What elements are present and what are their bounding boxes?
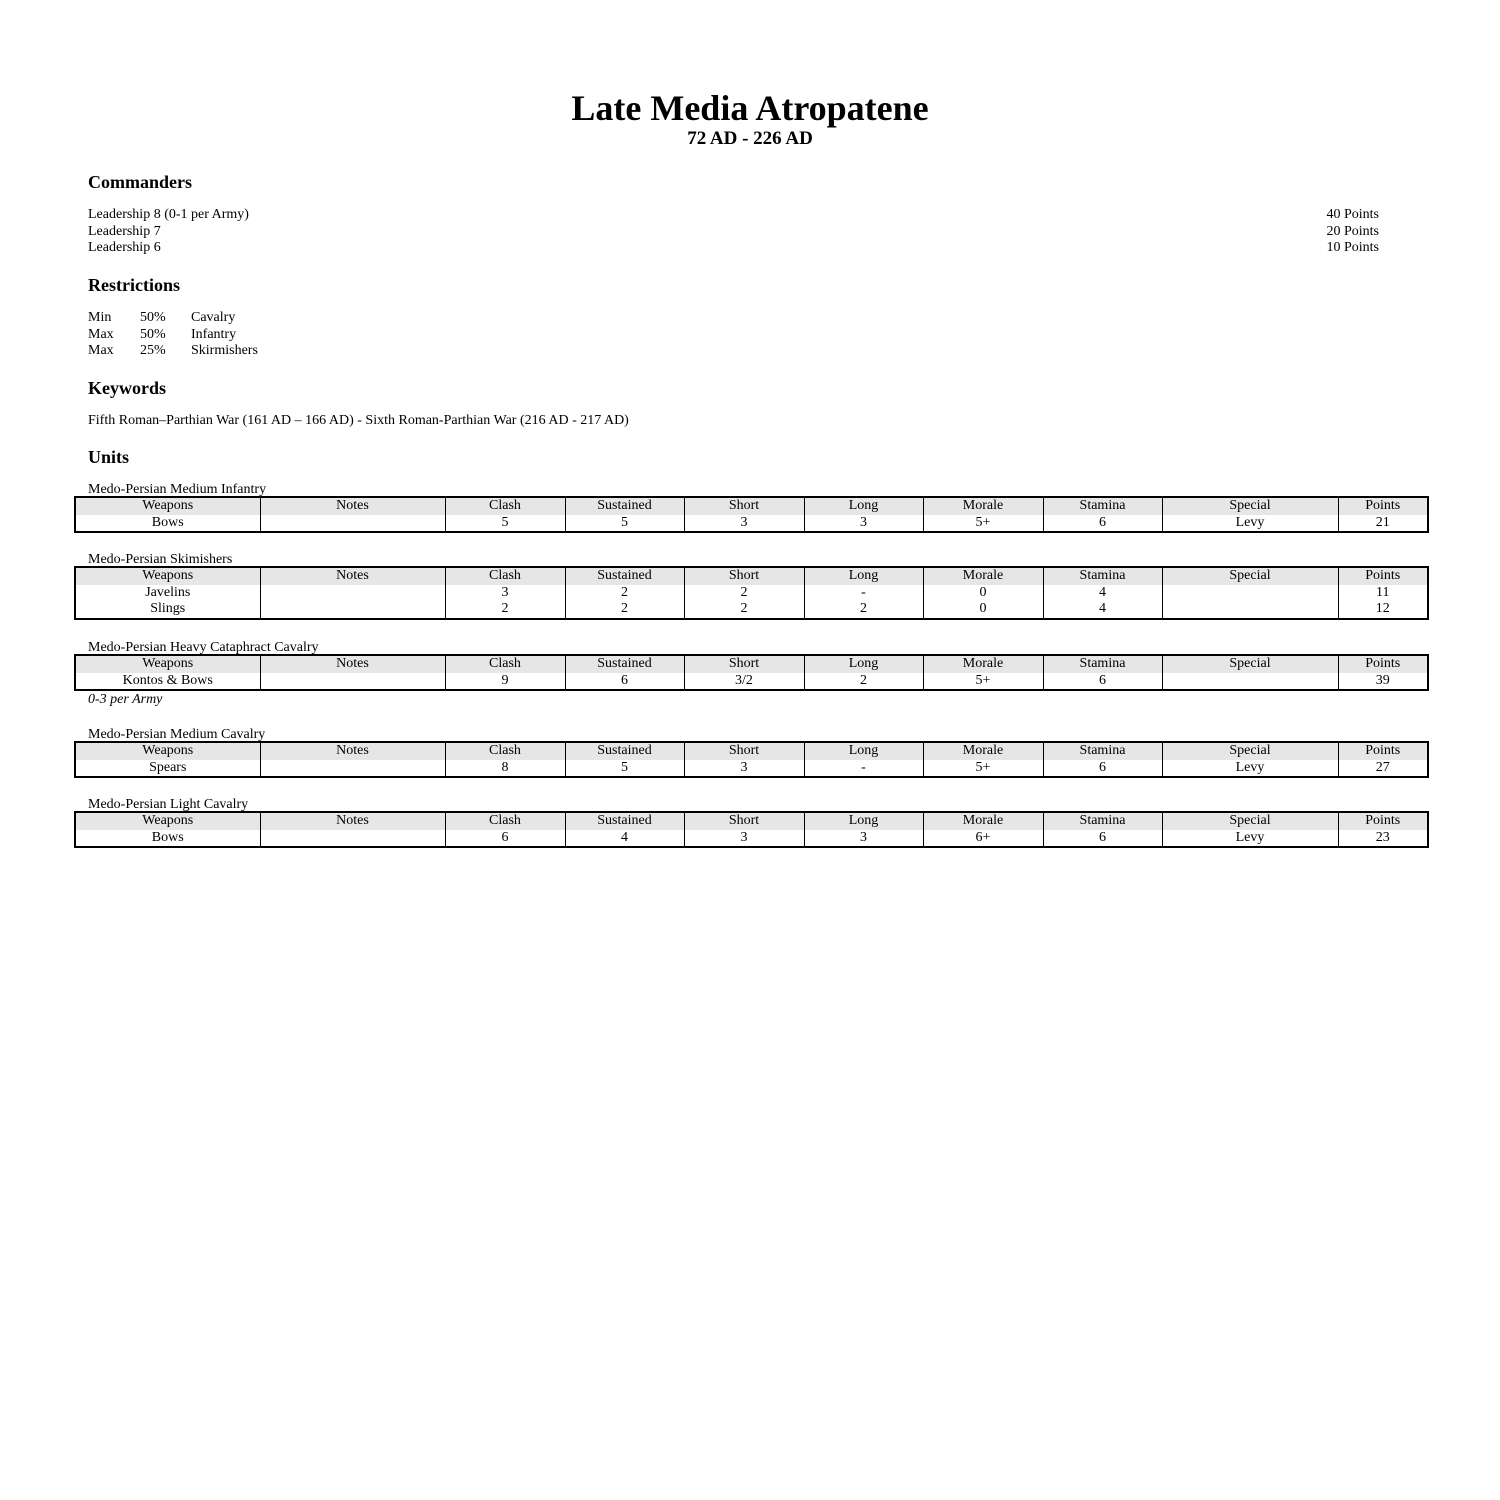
cell-points: 39 [1338, 673, 1428, 691]
cell-sustained: 4 [565, 830, 684, 848]
commander-label: Leadership 7 [88, 223, 161, 239]
table-header-row [75, 497, 1428, 515]
restriction-row [88, 310, 258, 327]
cell-clash: 9 [445, 673, 565, 691]
unit-name: Medo-Persian Light Cavalry [88, 797, 249, 812]
col-weapons: Weapons [75, 742, 260, 760]
cell-sustained: 2 [565, 601, 684, 619]
cell-special [1162, 673, 1338, 691]
cell-short: 3 [684, 515, 804, 533]
col-weapons: Weapons [75, 812, 260, 830]
col-long: Long [804, 567, 923, 585]
col-long: Long [804, 497, 923, 515]
commander-label: Leadership 8 (0-1 per Army) [88, 207, 249, 222]
cell-sustained: 2 [565, 585, 684, 602]
restriction-row [88, 327, 258, 344]
restriction-type: Cavalry [191, 310, 236, 325]
unit-stats-table [74, 654, 1429, 691]
cell-special: Levy [1162, 515, 1338, 533]
commander-points: 10 Points [1326, 240, 1379, 255]
unit-stats-table [74, 741, 1429, 778]
cell-special [1162, 601, 1338, 619]
table-header-row [75, 655, 1428, 673]
col-short: Short [684, 812, 804, 830]
commander-row [88, 224, 1379, 241]
col-notes: Notes [260, 742, 445, 760]
commander-points: 20 Points [1326, 223, 1379, 239]
col-points: Points [1338, 655, 1428, 673]
cell-special [1162, 585, 1338, 602]
cell-points: 11 [1338, 585, 1428, 602]
cell-clash: 8 [445, 760, 565, 778]
col-sustained: Sustained [565, 567, 684, 585]
cell-weapons: Bows [151, 829, 184, 845]
col-sustained: Sustained [565, 812, 684, 830]
col-stamina: Stamina [1043, 567, 1162, 585]
col-special: Special [1162, 655, 1338, 673]
col-morale: Morale [923, 567, 1043, 585]
table-row [75, 760, 1428, 778]
restriction-limit: Min [88, 310, 112, 325]
cell-sustained: 5 [565, 515, 684, 533]
col-stamina: Stamina [1043, 812, 1162, 830]
col-sustained: Sustained [565, 742, 684, 760]
cell-points: 21 [1338, 515, 1428, 533]
col-points: Points [1338, 497, 1428, 515]
cell-notes [260, 673, 445, 691]
commander-row [88, 207, 1379, 224]
col-long: Long [804, 742, 923, 760]
col-morale: Morale [923, 655, 1043, 673]
cell-points: 23 [1338, 830, 1428, 848]
cell-morale: 5+ [923, 673, 1043, 691]
cell-notes [260, 601, 445, 619]
cell-points: 12 [1338, 601, 1428, 619]
col-short: Short [684, 497, 804, 515]
table-row [75, 515, 1428, 533]
cell-short: 3 [684, 760, 804, 778]
col-morale: Morale [923, 812, 1043, 830]
col-points: Points [1338, 742, 1428, 760]
col-long: Long [804, 812, 923, 830]
col-weapons: Weapons [75, 567, 260, 585]
col-special: Special [1162, 497, 1338, 515]
col-short: Short [684, 567, 804, 585]
restriction-percent: 50% [140, 310, 166, 325]
cell-weapons: Kontos & Bows [122, 672, 213, 688]
col-long: Long [804, 655, 923, 673]
cell-morale: 5+ [923, 760, 1043, 778]
unit-name: Medo-Persian Skimishers [88, 552, 233, 567]
col-clash: Clash [445, 567, 565, 585]
col-special: Special [1162, 742, 1338, 760]
col-clash: Clash [445, 812, 565, 830]
cell-clash: 6 [445, 830, 565, 848]
table-header-row [75, 567, 1428, 585]
cell-long: 3 [804, 515, 923, 533]
cell-long: 2 [804, 601, 923, 619]
cell-stamina: 6 [1043, 673, 1162, 691]
unit-block [74, 797, 1427, 848]
col-stamina: Stamina [1043, 655, 1162, 673]
cell-morale: 0 [923, 585, 1043, 602]
document-header [0, 88, 1500, 150]
unit-block [74, 552, 1427, 620]
col-notes: Notes [260, 497, 445, 515]
restriction-limit: Max [88, 343, 114, 358]
commanders-list [88, 207, 1379, 257]
commander-row [88, 240, 1379, 257]
keywords-heading: Keywords [88, 378, 166, 398]
cell-morale: 5+ [923, 515, 1043, 533]
table-row [75, 830, 1428, 848]
cell-notes [260, 515, 445, 533]
cell-weapons: Javelins [145, 584, 191, 600]
cell-points: 27 [1338, 760, 1428, 778]
restriction-type: Infantry [191, 326, 237, 342]
col-points: Points [1338, 812, 1428, 830]
cell-special: Levy [1162, 760, 1338, 778]
cell-clash: 3 [445, 585, 565, 602]
unit-block [74, 482, 1427, 533]
cell-long: 3 [804, 830, 923, 848]
cell-morale: 6+ [923, 830, 1043, 848]
table-row [75, 585, 1428, 602]
table-row [75, 673, 1428, 691]
col-stamina: Stamina [1043, 497, 1162, 515]
page-subtitle: 72 AD - 226 AD [687, 128, 813, 149]
unit-block [74, 640, 1427, 709]
col-weapons: Weapons [75, 655, 260, 673]
cell-notes [260, 760, 445, 778]
cell-weapons: Slings [150, 601, 186, 617]
col-short: Short [684, 655, 804, 673]
col-sustained: Sustained [565, 497, 684, 515]
restrictions-heading: Restrictions [88, 275, 180, 295]
col-morale: Morale [923, 742, 1043, 760]
keywords-text: Fifth Roman–Parthian War (161 AD – 166 AD) - Sixth Roman-Parthian War (216 AD - 217 AD) [88, 413, 629, 428]
page-title: Late Media Atropatene [571, 88, 929, 128]
units-heading: Units [88, 447, 130, 467]
col-stamina: Stamina [1043, 742, 1162, 760]
unit-name: Medo-Persian Medium Infantry [88, 482, 267, 497]
col-morale: Morale [923, 497, 1043, 515]
col-weapons: Weapons [75, 497, 260, 515]
unit-stats-table [74, 496, 1429, 533]
cell-short: 3/2 [684, 673, 804, 691]
cell-stamina: 4 [1043, 585, 1162, 602]
cell-stamina: 6 [1043, 760, 1162, 778]
restriction-limit: Max [88, 326, 114, 342]
restriction-type: Skirmishers [191, 343, 258, 358]
unit-stats-table [74, 811, 1429, 848]
col-notes: Notes [260, 655, 445, 673]
cell-weapons: Bows [151, 514, 184, 530]
cell-sustained: 5 [565, 760, 684, 778]
cell-notes [260, 830, 445, 848]
commanders-heading: Commanders [88, 172, 192, 192]
cell-weapons: Spears [149, 759, 187, 775]
cell-long: - [804, 760, 923, 778]
cell-notes [260, 585, 445, 602]
table-row [75, 601, 1428, 619]
cell-stamina: 6 [1043, 515, 1162, 533]
unit-name: Medo-Persian Heavy Cataphract Cavalry [88, 640, 319, 655]
cell-special: Levy [1162, 830, 1338, 848]
restriction-percent: 25% [140, 343, 166, 358]
unit-block [74, 727, 1427, 778]
col-short: Short [684, 742, 804, 760]
cell-stamina: 6 [1043, 830, 1162, 848]
col-clash: Clash [445, 497, 565, 515]
cell-morale: 0 [923, 601, 1043, 619]
commander-points: 40 Points [1326, 207, 1379, 222]
commander-label: Leadership 6 [88, 240, 161, 255]
col-special: Special [1162, 812, 1338, 830]
restriction-row [88, 343, 258, 360]
col-notes: Notes [260, 812, 445, 830]
cell-short: 2 [684, 601, 804, 619]
unit-name: Medo-Persian Medium Cavalry [88, 727, 266, 742]
col-clash: Clash [445, 742, 565, 760]
table-header-row [75, 812, 1428, 830]
col-points: Points [1338, 567, 1428, 585]
col-notes: Notes [260, 567, 445, 585]
cell-short: 2 [684, 585, 804, 602]
col-sustained: Sustained [565, 655, 684, 673]
cell-sustained: 6 [565, 673, 684, 691]
cell-short: 3 [684, 830, 804, 848]
col-clash: Clash [445, 655, 565, 673]
cell-clash: 2 [445, 601, 565, 619]
cell-long: - [804, 585, 923, 602]
unit-stats-table [74, 566, 1429, 620]
cell-long: 2 [804, 673, 923, 691]
cell-stamina: 4 [1043, 601, 1162, 619]
table-header-row [75, 742, 1428, 760]
restrictions-list [88, 310, 258, 360]
col-special: Special [1162, 567, 1338, 585]
cell-clash: 5 [445, 515, 565, 533]
unit-note: 0-3 per Army [88, 692, 163, 707]
restriction-percent: 50% [140, 326, 166, 342]
